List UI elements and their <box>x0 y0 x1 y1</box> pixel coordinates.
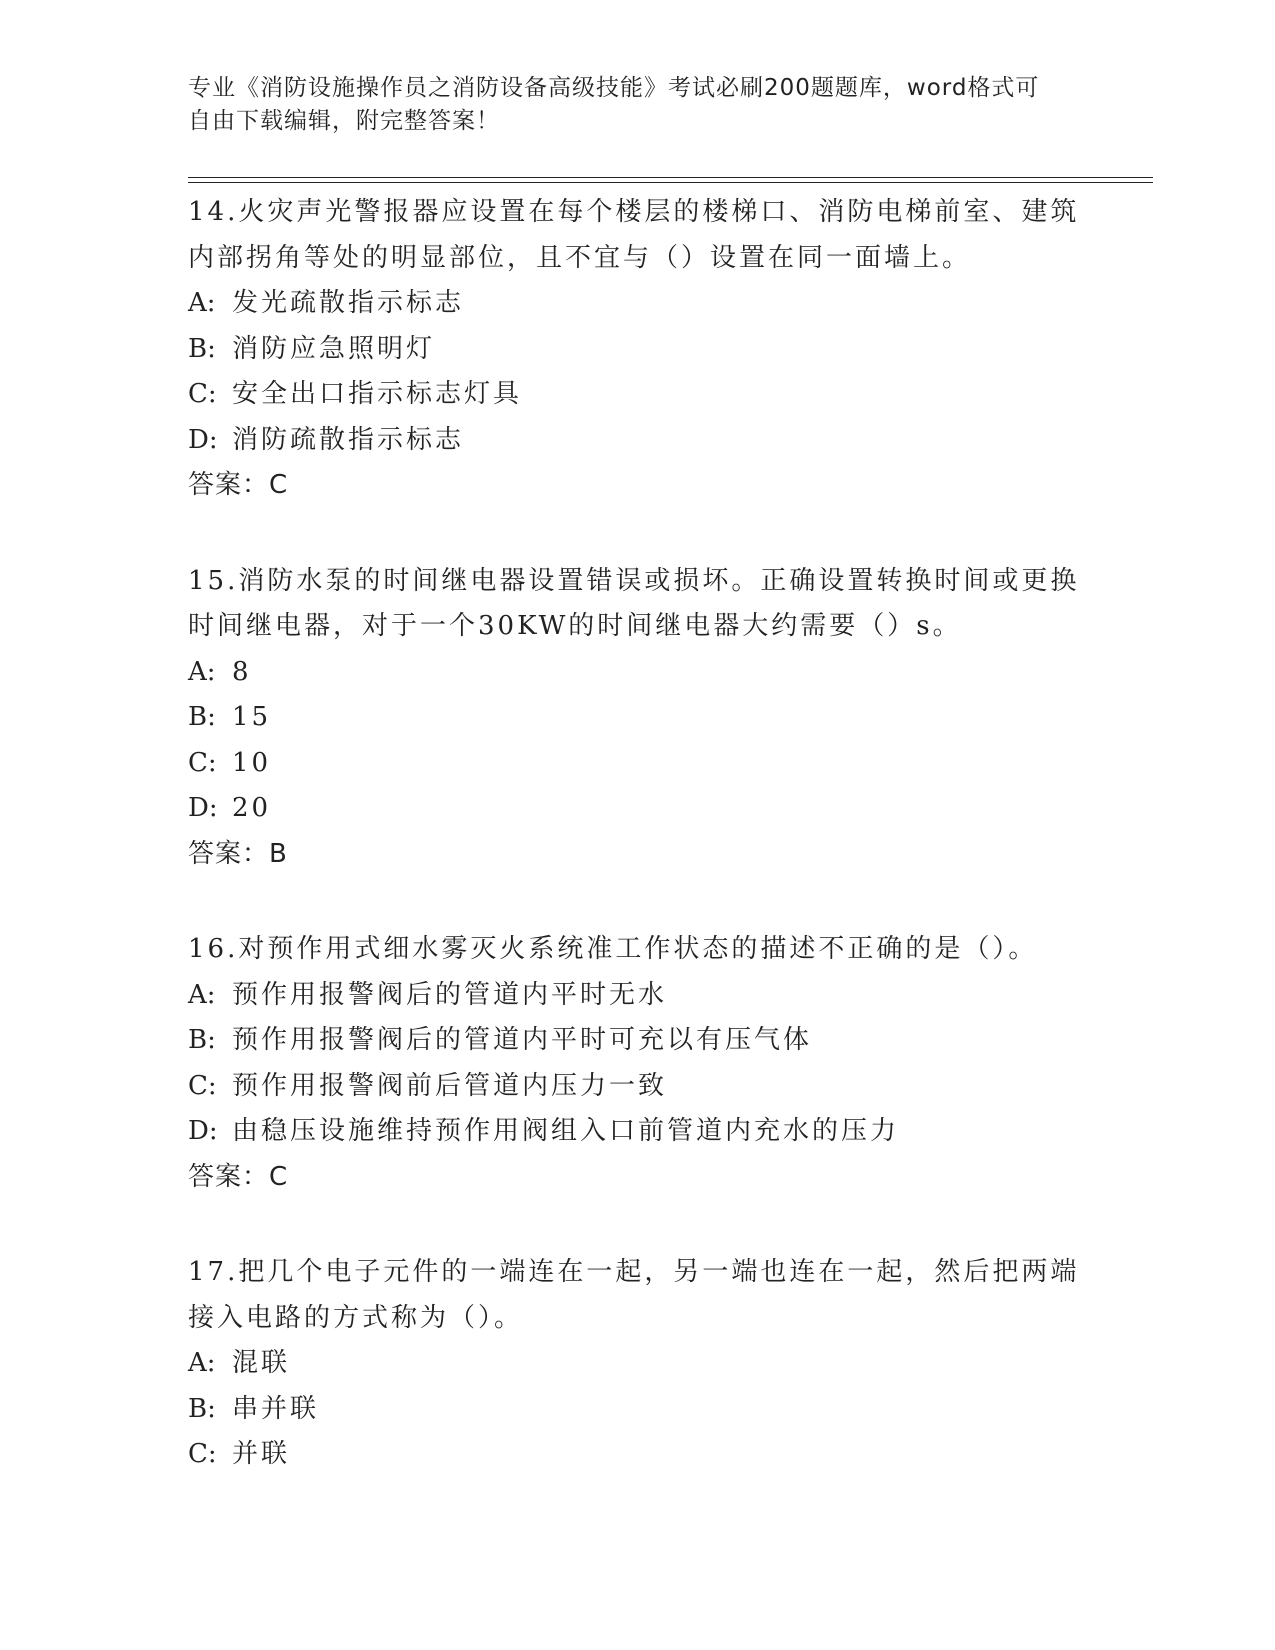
option-text: 消防应急照明灯 <box>232 333 436 364</box>
option-text: 串并联 <box>232 1393 320 1424</box>
document-header <box>188 72 1088 138</box>
option-letter: B: <box>188 1393 216 1424</box>
option-a <box>188 281 1088 327</box>
option-text: 消防疏散指示标志 <box>232 424 465 455</box>
question-15 <box>188 559 1088 878</box>
option-a <box>188 1341 1088 1387</box>
option-text: 8 <box>232 656 252 687</box>
option-d <box>188 418 1088 464</box>
option-c <box>188 1432 1088 1478</box>
option-letter: D: <box>188 1116 218 1146</box>
question-list <box>188 190 1088 1528</box>
header-line-2: 自由下载编辑，附完整答案！ <box>188 108 500 134</box>
option-letter: C: <box>188 1070 217 1101</box>
header-divider-bottom <box>188 182 1153 183</box>
option-text: 由稳压设施维持预作用阀组入口前管道内充水的压力 <box>232 1116 900 1146</box>
option-b <box>188 1387 1088 1433</box>
option-letter: C: <box>188 1439 217 1469</box>
answer: 答案：C <box>188 470 289 500</box>
option-letter: A: <box>188 979 216 1010</box>
option-text: 安全出口指示标志灯具 <box>232 379 523 409</box>
option-letter: D: <box>188 424 218 455</box>
option-letter: C: <box>188 747 217 778</box>
option-letter: B: <box>188 702 216 732</box>
question-text: 17.把几个电子元件的一端连在一起，另一端也连在一起，然后把两端接入电路的方式称为（）。 <box>188 1257 1080 1333</box>
option-b <box>188 695 1088 741</box>
question-14 <box>188 190 1088 509</box>
option-text: 预作用报警阀后的管道内平时可充以有压气体 <box>232 1025 813 1055</box>
option-d <box>188 786 1088 832</box>
option-letter: B: <box>188 1025 216 1055</box>
option-b <box>188 1018 1088 1064</box>
question-text: 14.火灾声光警报器应设置在每个楼层的楼梯口、消防电梯前室、建筑内部拐角等处的明显部位，且不宜与（）设置在同一面墙上。 <box>188 197 1080 273</box>
answer: 答案：B <box>188 838 288 869</box>
option-letter: A: <box>188 1348 216 1378</box>
answer: 答案：C <box>188 1161 289 1192</box>
header-divider-top <box>188 177 1153 178</box>
question-17 <box>188 1250 1088 1478</box>
option-text: 并联 <box>232 1439 291 1469</box>
option-c <box>188 372 1088 418</box>
option-b <box>188 327 1088 373</box>
option-c <box>188 741 1088 787</box>
option-text: 10 <box>232 747 272 778</box>
option-text: 15 <box>232 702 272 732</box>
option-letter: A: <box>188 656 216 687</box>
option-letter: D: <box>188 793 218 823</box>
option-text: 预作用报警阀前后管道内压力一致 <box>232 1070 668 1101</box>
header-line-1: 专业《消防设施操作员之消防设备高级技能》考试必刷200题题库，word格式可 <box>188 75 1040 101</box>
question-text: 16.对预作用式细水雾灭火系统准工作状态的描述不正确的是（）。 <box>188 934 1038 964</box>
question-16 <box>188 927 1088 1200</box>
option-letter: C: <box>188 379 217 409</box>
option-letter: A: <box>188 288 216 318</box>
option-a <box>188 973 1088 1019</box>
option-text: 混联 <box>232 1348 291 1378</box>
option-text: 发光疏散指示标志 <box>232 288 465 318</box>
option-d <box>188 1109 1088 1155</box>
question-text: 15.消防水泵的时间继电器设置错误或损坏。正确设置转换时间或更换时间继电器，对于一个30KW的时间继电器大约需要（）s。 <box>188 565 1080 641</box>
option-letter: B: <box>188 333 216 364</box>
option-c <box>188 1064 1088 1110</box>
option-text: 预作用报警阀后的管道内平时无水 <box>232 979 668 1010</box>
option-a <box>188 650 1088 696</box>
option-text: 20 <box>232 793 272 823</box>
